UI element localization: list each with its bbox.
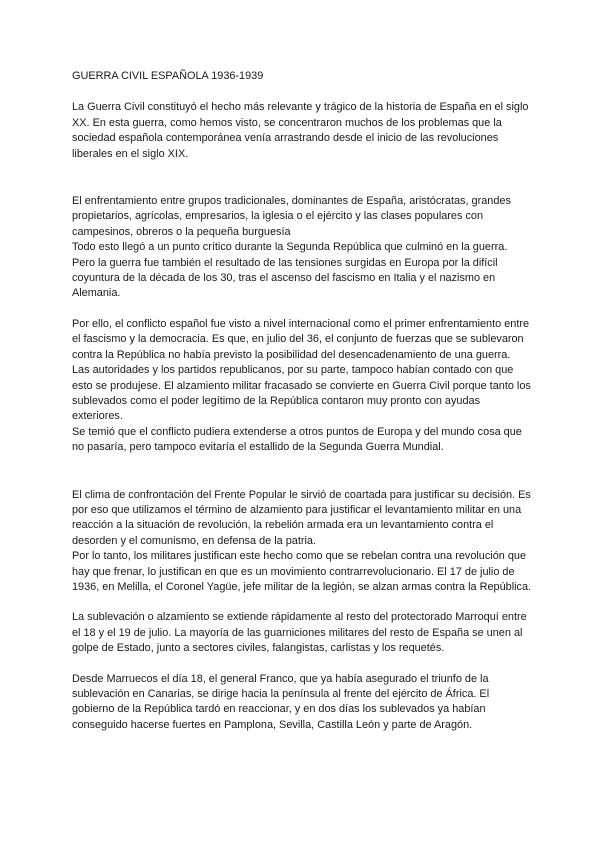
paragraph-fear-conflict: Se temió que el conflicto pudiera extenderse a otros puntos de Europa y del mundo cosa que no pasaría, pero tampoco evitaría el estallido de la Segunda Guerra Mundial. (72, 425, 522, 454)
paragraph-groups: El enfrentamiento entre grupos tradicionales, dominantes de España, aristócratas, grandes propietarios, agrícolas, empresarios, la iglesia o el ejército y las clases populares con campesinos, obreros o la pequeña burguesía (72, 195, 511, 238)
paragraph-franco: Desde Marruecos el día 18, el general Franco, que ya había asegurado el triunfo de la sublevación en Canarias, se dirige hacia la península al frente del ejército de África. El gobierno de la República tardó en reaccionar, y en dos días los sublevados ya habían conseguido hacerse fuertes en Pamplona, Sevilla, Castilla León y parte de Aragón. (72, 672, 490, 731)
paragraph-confrontation: El clima de confrontación del Frente Popular le sirvió de coartada para justificar su decisión. Es por eso que utilizamos el término de alzamiento para justificar el levantamiento militar en una reacción a la situación de revolución, la rebelión armada era un levantamiento contra el desorden y el comunismo, en defensa de la patria. (72, 488, 531, 547)
document-page (72, 69, 532, 733)
spacer (72, 595, 532, 610)
paragraph-justification: Por lo tanto, los militares justifican este hecho como que se rebelan contra una revolución que hay que frenar, lo justifican en que es un movimiento contrarrevolucionario. El 17 de julio de 1936, en Melilla, el Coronel Yagüe, jefe militar de la legión, se alzan armas contra la República. (72, 550, 532, 593)
spacer (72, 302, 532, 317)
spacer (72, 456, 532, 488)
spacer (72, 657, 532, 672)
paragraph-international: Por ello, el conflicto español fue visto a nivel internacional como el primer enfrentamiento entre el fascismo y la democracia. Es que, en julio del 36, el conjunto de fuerzas que se sublevaron contra la República no había previsto la posibilidad del desencadenamiento de una guerra. (72, 317, 530, 361)
document-title: GUERRA CIVIL ESPAÑOLA 1936-1939 (72, 70, 264, 82)
paragraph-uprising-spread: La sublevación o alzamiento se extiende rápidamente al resto del protectorado Marroquí entre el 18 y el 19 de julio. La mayoría de las guarniciones militares del resto de España se unen al golpe de Estado, junto a sectores civiles, falangistas, carlistas y los requetés. (72, 611, 527, 655)
paragraph-authorities: Las autoridades y los partidos republicanos, por su parte, tampoco habían contado con que esto se produjese. El alzamiento militar fracasado se convierte en Guerra Civil porque tanto los sublevados como el poder legítimo de la República contaron muy pronto con ayudas exteriores. (72, 364, 531, 423)
paragraph-intro: La Guerra Civil constituyó el hecho más relevante y trágico de la historia de España en el siglo XX. En esta guerra, como hemos visto, se concentraron muchos de los problemas que la sociedad española contemporánea venía arrastrando desde el inicio de las revoluciones liberales en el siglo XIX. (72, 101, 529, 160)
paragraph-critical-point: Todo esto llegó a un punto crítico durante la Segunda República que culminó en la guerra. Pero la guerra fue también el resultado de las tensiones surgidas en Europa por la difícil coyuntura de la década de los 30, tras el ascenso del fascismo en Italia y el nazismo en Alemania. (72, 241, 508, 300)
spacer (72, 162, 532, 194)
